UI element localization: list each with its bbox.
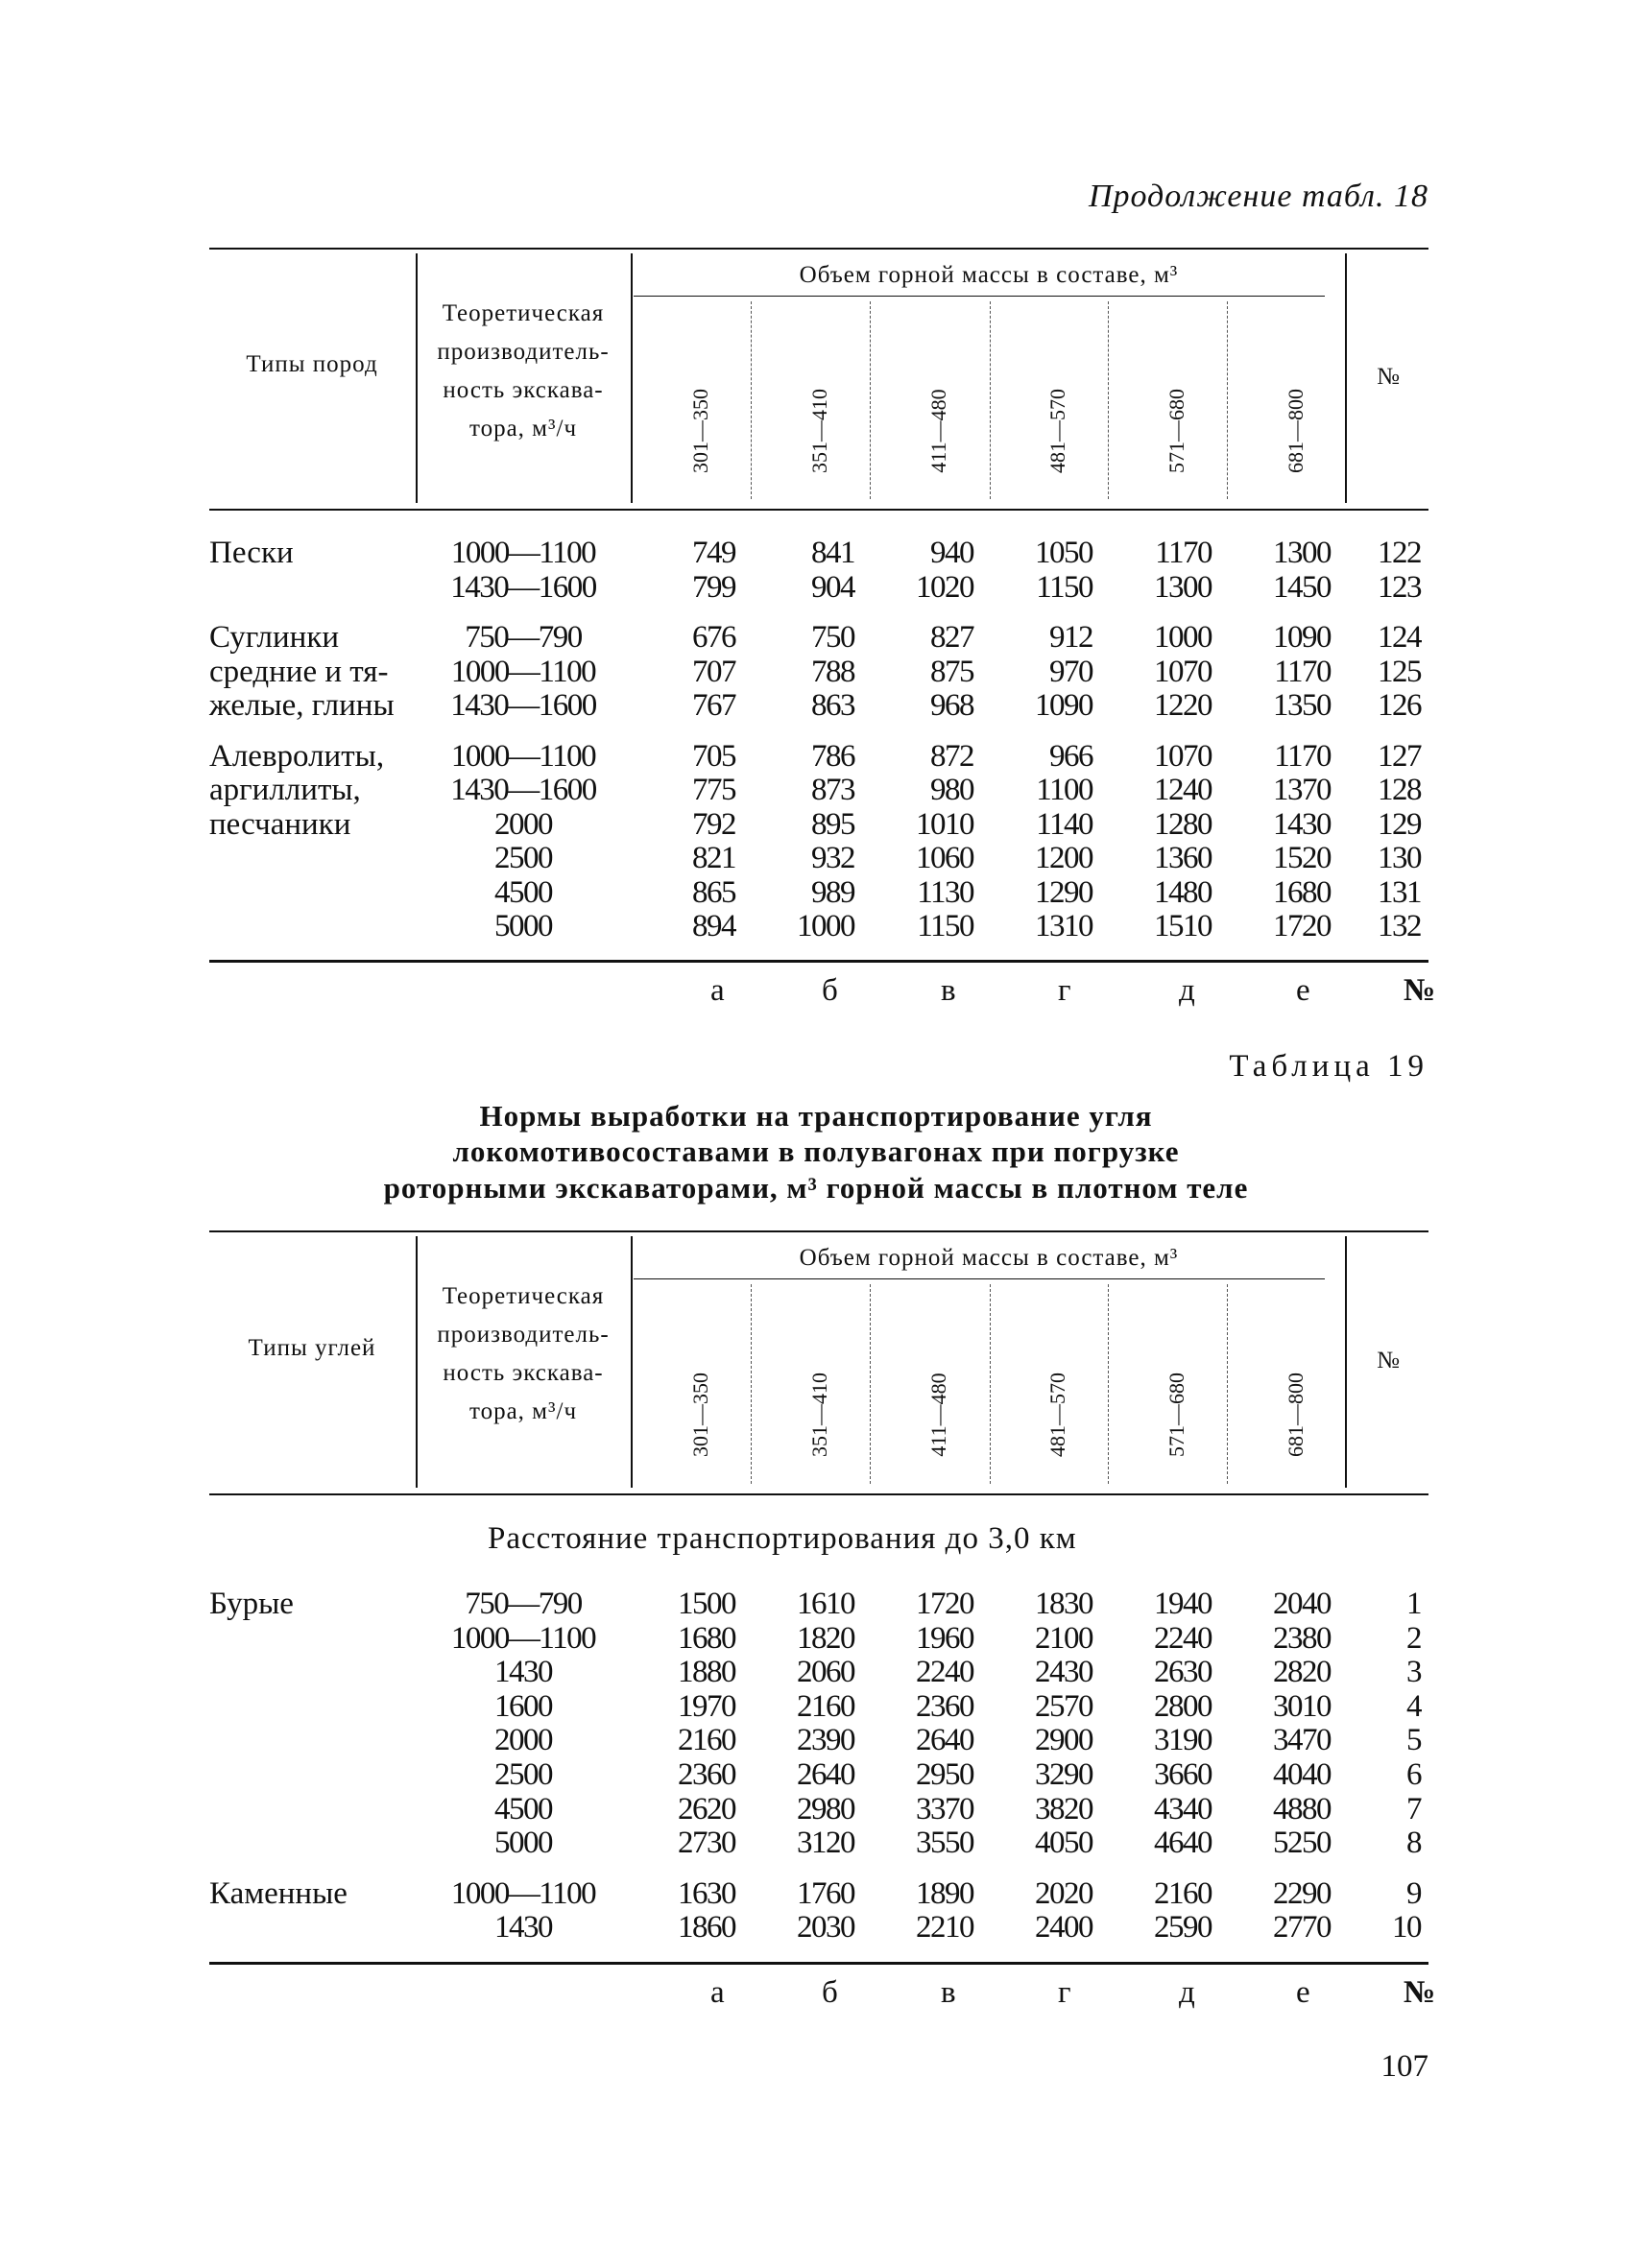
value-cell: 2040	[1273, 1587, 1331, 1621]
theor-capacity-cell: 750—790	[465, 620, 582, 655]
value-cell: 1680	[1273, 874, 1331, 910]
volume-range-header: 301—350	[688, 389, 712, 473]
value-cell: 2240	[916, 1655, 973, 1690]
value-cell: 1610	[797, 1587, 854, 1621]
value-cell: 3010	[1273, 1688, 1331, 1724]
value-cell: 1680	[678, 1620, 735, 1656]
value-cell: 4050	[1035, 1826, 1092, 1861]
value-cell: 1220	[1154, 688, 1212, 723]
theor-capacity-cell: 4500	[494, 1791, 552, 1826]
volume-group-rule	[634, 1278, 1325, 1279]
table-19-title-line-2: локомотивосоставами в полувагонах при погрузке	[452, 1134, 1180, 1168]
value-cell: 1280	[1154, 806, 1212, 842]
row-number-cell: 4	[1406, 1688, 1421, 1724]
row-number-cell: 131	[1378, 874, 1421, 910]
theor-capacity-cell: 1000—1100	[450, 654, 596, 689]
value-cell: 1760	[797, 1875, 854, 1911]
value-cell: 1000	[797, 909, 854, 943]
subcolumn-divider	[990, 301, 991, 499]
column-letter: г	[1058, 973, 1070, 1008]
header-divider	[416, 253, 418, 503]
column-letter: в	[941, 973, 955, 1008]
value-cell: 821	[692, 841, 735, 875]
value-cell: 1860	[678, 1910, 735, 1946]
table-bottom-rule	[209, 1962, 1428, 1965]
theor-capacity-cell: 1600	[494, 1688, 552, 1724]
value-cell: 2400	[1035, 1910, 1092, 1946]
row-number-cell: 129	[1378, 806, 1421, 842]
value-cell: 2380	[1273, 1620, 1331, 1656]
value-cell: 863	[811, 688, 854, 723]
page-number: 107	[1380, 2049, 1428, 2084]
row-number-cell: 3	[1406, 1655, 1421, 1690]
theor-capacity-cell: 2000	[494, 806, 552, 842]
theor-capacity-cell: 2000	[494, 1723, 552, 1758]
value-cell: 2770	[1273, 1910, 1331, 1946]
value-cell: 4640	[1154, 1826, 1212, 1861]
volume-range-header: 481—570	[1045, 1373, 1069, 1457]
value-cell: 1200	[1035, 841, 1092, 875]
value-cell: 1310	[1035, 909, 1092, 943]
value-cell: 1940	[1154, 1587, 1212, 1621]
value-cell: 3470	[1273, 1723, 1331, 1758]
theor-col-header-line: тора, м³/ч	[468, 416, 578, 442]
row-number-cell: 5	[1406, 1723, 1421, 1758]
table-top-rule	[209, 248, 1428, 250]
value-cell: 3370	[916, 1791, 973, 1826]
value-cell: 2210	[916, 1910, 973, 1946]
value-cell: 1520	[1273, 841, 1331, 875]
value-cell: 799	[692, 569, 735, 605]
volume-group-rule	[634, 296, 1325, 297]
value-cell: 2820	[1273, 1655, 1331, 1690]
row-number-cell: 128	[1378, 773, 1421, 807]
value-cell: 4040	[1273, 1757, 1331, 1792]
value-cell: 1500	[678, 1587, 735, 1621]
column-letter: д	[1179, 973, 1194, 1008]
value-cell: 4880	[1273, 1791, 1331, 1826]
value-cell: 1090	[1273, 620, 1331, 655]
value-cell: 2980	[797, 1791, 854, 1826]
value-cell: 2160	[678, 1723, 735, 1758]
row-group-label: Пески	[209, 536, 294, 570]
value-cell: 1880	[678, 1655, 735, 1690]
num-col-header: №	[1377, 364, 1401, 390]
value-cell: 1830	[1035, 1587, 1092, 1621]
volume-range-header: 681—800	[1284, 389, 1308, 473]
num-col-header: №	[1377, 1348, 1401, 1373]
value-cell: 1300	[1154, 569, 1212, 605]
value-cell: 786	[811, 738, 854, 774]
theor-capacity-cell: 2500	[494, 1757, 552, 1792]
value-cell: 1050	[1035, 536, 1092, 570]
column-letter: а	[710, 1975, 724, 2010]
value-cell: 1820	[797, 1620, 854, 1656]
value-cell: 1960	[916, 1620, 973, 1656]
subcolumn-divider	[1227, 301, 1228, 499]
theor-capacity-cell: 1000—1100	[450, 1620, 596, 1656]
header-divider	[631, 1236, 633, 1488]
row-number-cell: 2	[1406, 1620, 1421, 1656]
value-cell: 676	[692, 620, 735, 655]
value-cell: 750	[811, 620, 854, 655]
theor-capacity-cell: 1430	[494, 1910, 552, 1946]
value-cell: 1150	[1036, 569, 1092, 605]
theor-capacity-cell: 1000—1100	[450, 536, 596, 570]
value-cell: 1150	[917, 909, 973, 943]
volume-range-header: 571—680	[1164, 1373, 1188, 1457]
value-cell: 2020	[1035, 1875, 1092, 1911]
value-cell: 1070	[1154, 738, 1212, 774]
value-cell: 1020	[916, 569, 973, 605]
row-number-cell: 122	[1378, 536, 1421, 570]
value-cell: 1000	[1154, 620, 1212, 655]
subcolumn-divider	[870, 1284, 871, 1484]
volume-range-header: 301—350	[688, 1373, 712, 1457]
row-number-cell: 7	[1406, 1791, 1421, 1826]
row-number-cell: 130	[1378, 841, 1421, 875]
column-letter: №	[1404, 973, 1434, 1008]
column-letter: е	[1296, 1975, 1309, 2010]
theor-capacity-cell: 2500	[494, 841, 552, 875]
row-number-cell: 125	[1378, 654, 1421, 689]
value-cell: 932	[811, 841, 854, 875]
value-cell: 3660	[1154, 1757, 1212, 1792]
value-cell: 2570	[1035, 1688, 1092, 1724]
theor-col-header-line: тора, м³/ч	[468, 1398, 578, 1424]
value-cell: 2800	[1154, 1688, 1212, 1724]
value-cell: 968	[930, 688, 973, 723]
value-cell: 1100	[1036, 773, 1092, 807]
value-cell: 1890	[916, 1875, 973, 1911]
value-cell: 3290	[1035, 1757, 1092, 1792]
theor-capacity-cell: 5000	[494, 909, 552, 943]
column-letter: е	[1296, 973, 1309, 1008]
value-cell: 2590	[1154, 1910, 1212, 1946]
header-divider	[416, 1236, 418, 1488]
value-cell: 2630	[1154, 1655, 1212, 1690]
value-cell: 1970	[678, 1688, 735, 1724]
volume-range-header: 411—480	[926, 1373, 950, 1457]
column-letter: д	[1179, 1975, 1194, 2010]
theor-col-header-line: производитель-	[437, 339, 610, 365]
section-distance: Расстояние транспортирования до 3,0 км	[488, 1521, 1077, 1556]
table-19-label: Таблица 19	[1229, 1049, 1428, 1084]
row-group-label: Бурые	[209, 1587, 294, 1621]
value-cell: 2100	[1035, 1620, 1092, 1656]
row-number-cell: 10	[1392, 1910, 1421, 1946]
value-cell: 2640	[916, 1723, 973, 1758]
row-number-cell: 9	[1406, 1875, 1421, 1911]
value-cell: 841	[811, 536, 854, 570]
value-cell: 1300	[1273, 536, 1331, 570]
subcolumn-divider	[1227, 1284, 1228, 1484]
value-cell: 2360	[678, 1757, 735, 1792]
value-cell: 3120	[797, 1826, 854, 1861]
theor-capacity-cell: 1000—1100	[450, 738, 596, 774]
value-cell: 775	[692, 773, 735, 807]
value-cell: 3820	[1035, 1791, 1092, 1826]
value-cell: 1170	[1155, 536, 1212, 570]
value-cell: 705	[692, 738, 735, 774]
column-letter: г	[1058, 1975, 1070, 2010]
theor-col-header-line: Теоретическая	[442, 1283, 605, 1309]
subcolumn-divider	[870, 301, 871, 499]
value-cell: 1130	[917, 874, 973, 910]
subcolumn-divider	[1108, 1284, 1109, 1484]
theor-capacity-cell: 1430—1600	[450, 569, 596, 605]
volume-range-header: 681—800	[1284, 1373, 1308, 1457]
table-top-rule	[209, 1230, 1428, 1232]
value-cell: 3550	[916, 1826, 973, 1861]
row-group-label: средние и тя-	[209, 654, 389, 689]
value-cell: 970	[1049, 654, 1092, 689]
value-cell: 895	[811, 806, 854, 842]
subcolumn-divider	[751, 1284, 752, 1484]
theor-col-header-line: ность экскава-	[443, 1360, 604, 1386]
value-cell: 767	[692, 688, 735, 723]
value-cell: 1090	[1035, 688, 1092, 723]
value-cell: 5250	[1273, 1826, 1331, 1861]
row-number-cell: 123	[1378, 569, 1421, 605]
table-19-title-line-1: Нормы выработки на транспортирование угля	[479, 1099, 1153, 1133]
value-cell: 873	[811, 773, 854, 807]
row-group-label: желые, глины	[209, 688, 395, 723]
theor-capacity-cell: 1430—1600	[450, 688, 596, 723]
subcolumn-divider	[1108, 301, 1109, 499]
volume-group-header: Объем горной массы в составе, м³	[799, 262, 1179, 288]
value-cell: 2390	[797, 1723, 854, 1758]
value-cell: 1370	[1273, 773, 1331, 807]
continuation-label: Продолжение табл. 18	[1088, 179, 1428, 214]
table-19-title-line-3: роторными экскаваторами, м³ горной массы в плотном теле	[383, 1171, 1249, 1205]
row-number-cell: 127	[1378, 738, 1421, 774]
column-letter: б	[822, 973, 837, 1008]
value-cell: 2620	[678, 1791, 735, 1826]
value-cell: 2240	[1154, 1620, 1212, 1656]
theor-capacity-cell: 4500	[494, 874, 552, 910]
theor-capacity-cell: 1430	[494, 1655, 552, 1690]
value-cell: 788	[811, 654, 854, 689]
value-cell: 1360	[1154, 841, 1212, 875]
value-cell: 1510	[1154, 909, 1212, 943]
value-cell: 1630	[678, 1875, 735, 1911]
value-cell: 2640	[797, 1757, 854, 1792]
value-cell: 1720	[1273, 909, 1331, 943]
value-cell: 2160	[1154, 1875, 1212, 1911]
type-col-header: Типы пород	[246, 351, 378, 377]
value-cell: 1450	[1273, 569, 1331, 605]
row-number-cell: 132	[1378, 909, 1421, 943]
value-cell: 966	[1049, 738, 1092, 774]
column-letter: №	[1404, 1975, 1434, 2010]
row-number-cell: 126	[1378, 688, 1421, 723]
row-group-label: аргиллиты,	[209, 773, 361, 807]
volume-range-header: 351—410	[807, 1373, 831, 1457]
theor-capacity-cell: 5000	[494, 1826, 552, 1861]
subcolumn-divider	[990, 1284, 991, 1484]
row-number-cell: 8	[1406, 1826, 1421, 1861]
value-cell: 894	[692, 909, 735, 943]
value-cell: 792	[692, 806, 735, 842]
row-group-label: песчаники	[209, 806, 351, 842]
value-cell: 940	[930, 536, 973, 570]
row-group-label: Суглинки	[209, 620, 340, 655]
value-cell: 1070	[1154, 654, 1212, 689]
value-cell: 875	[930, 654, 973, 689]
table-bottom-rule	[209, 960, 1428, 963]
value-cell: 872	[930, 738, 973, 774]
volume-group-header: Объем горной массы в составе, м³	[799, 1245, 1179, 1271]
value-cell: 2290	[1273, 1875, 1331, 1911]
volume-range-header: 351—410	[807, 389, 831, 473]
value-cell: 707	[692, 654, 735, 689]
value-cell: 989	[811, 874, 854, 910]
column-letter: в	[941, 1975, 955, 2010]
value-cell: 2160	[797, 1688, 854, 1724]
value-cell: 1480	[1154, 874, 1212, 910]
value-cell: 2060	[797, 1655, 854, 1690]
value-cell: 1170	[1274, 654, 1331, 689]
row-number-cell: 6	[1406, 1757, 1421, 1792]
header-bottom-rule	[209, 509, 1428, 511]
value-cell: 904	[811, 569, 854, 605]
subcolumn-divider	[751, 301, 752, 499]
theor-col-header-line: ность экскава-	[443, 377, 604, 403]
value-cell: 2360	[916, 1688, 973, 1724]
value-cell: 4340	[1154, 1791, 1212, 1826]
value-cell: 1060	[916, 841, 973, 875]
value-cell: 1290	[1035, 874, 1092, 910]
row-group-label: Каменные	[209, 1875, 348, 1911]
theor-col-header-line: Теоретическая	[442, 300, 605, 326]
value-cell: 1170	[1274, 738, 1331, 774]
row-group-label: Алевролиты,	[209, 738, 385, 774]
value-cell: 1240	[1154, 773, 1212, 807]
header-divider	[1345, 1236, 1347, 1488]
value-cell: 865	[692, 874, 735, 910]
volume-range-header: 411—480	[926, 389, 950, 473]
type-col-header: Типы углей	[248, 1335, 376, 1361]
theor-capacity-cell: 750—790	[465, 1587, 582, 1621]
header-bottom-rule	[209, 1493, 1428, 1495]
column-letter: а	[710, 973, 724, 1008]
volume-range-header: 571—680	[1164, 389, 1188, 473]
value-cell: 1430	[1273, 806, 1331, 842]
value-cell: 980	[930, 773, 973, 807]
value-cell: 1720	[916, 1587, 973, 1621]
column-letter: б	[822, 1975, 837, 2010]
theor-col-header-line: производитель-	[437, 1322, 610, 1348]
value-cell: 749	[692, 536, 735, 570]
value-cell: 2950	[916, 1757, 973, 1792]
value-cell: 3190	[1154, 1723, 1212, 1758]
value-cell: 2030	[797, 1910, 854, 1946]
value-cell: 912	[1049, 620, 1092, 655]
row-number-cell: 1	[1406, 1587, 1421, 1621]
value-cell: 2730	[678, 1826, 735, 1861]
value-cell: 2430	[1035, 1655, 1092, 1690]
volume-range-header: 481—570	[1045, 389, 1069, 473]
value-cell: 2900	[1035, 1723, 1092, 1758]
theor-capacity-cell: 1430—1600	[450, 773, 596, 807]
theor-capacity-cell: 1000—1100	[450, 1875, 596, 1911]
header-divider	[1345, 253, 1347, 503]
value-cell: 827	[930, 620, 973, 655]
header-divider	[631, 253, 633, 503]
value-cell: 1140	[1036, 806, 1092, 842]
value-cell: 1350	[1273, 688, 1331, 723]
value-cell: 1010	[916, 806, 973, 842]
row-number-cell: 124	[1378, 620, 1421, 655]
